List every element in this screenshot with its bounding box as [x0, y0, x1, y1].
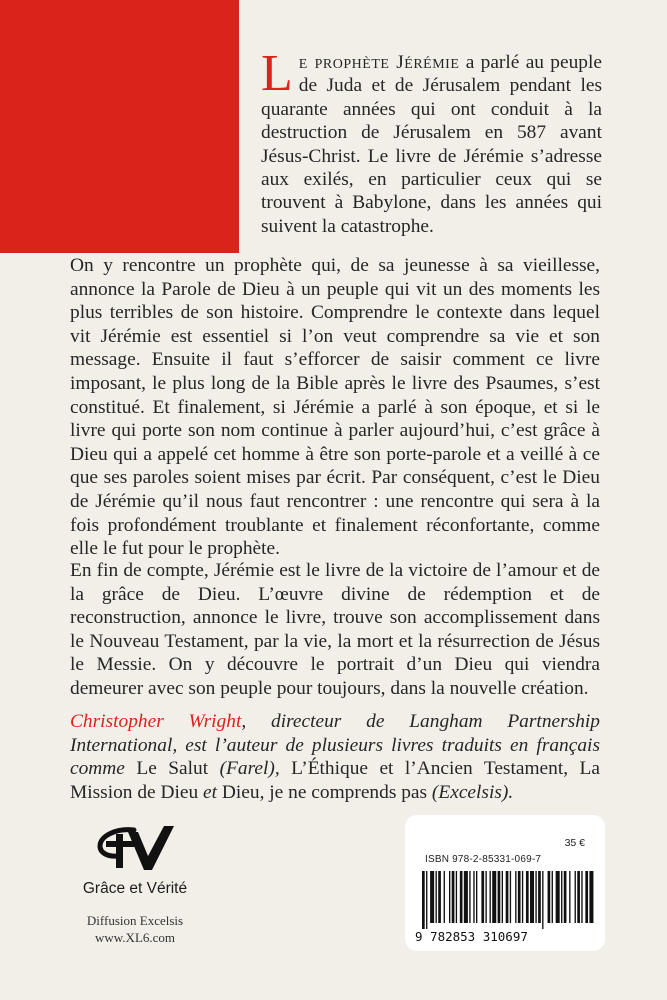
barcode-bar: [481, 871, 484, 923]
bio-text-4: et: [198, 781, 222, 803]
diffusion-text: Diffusion Excelsis: [86, 913, 184, 928]
drop-cap: L: [261, 45, 293, 102]
intro-paragraph: [261, 45, 602, 238]
barcode-bar: [460, 871, 463, 923]
book-title-3: La Mission de Dieu: [70, 758, 600, 803]
barcode-bar: [526, 871, 529, 923]
barcode-bar: [518, 871, 521, 923]
barcode-bar: [438, 871, 441, 923]
barcode-bar: [452, 871, 455, 923]
red-accent-block: [0, 0, 239, 253]
barcode-bar: [575, 871, 576, 923]
barcode-bar: [522, 871, 523, 923]
author-bio: [70, 710, 600, 804]
barcode-bar: [498, 871, 501, 923]
book-title-2: L’Éthique et l’Ancien Testament,: [291, 758, 569, 780]
barcode-bar: [464, 871, 468, 923]
bio-text-3: [568, 758, 579, 779]
barcode-icon: [418, 871, 594, 929]
book-title-1: Le Salut: [136, 758, 209, 780]
barcode-bar: [535, 871, 536, 923]
barcode-bar: [577, 871, 580, 923]
barcode-bar: [444, 871, 445, 923]
barcode-bar: [456, 871, 457, 923]
barcode-bar: [476, 871, 477, 923]
publisher-name: Grâce et Vérité: [82, 880, 188, 897]
barcode-bar: [564, 871, 567, 923]
barcode-bar: [552, 871, 553, 923]
barcode-bar: [515, 871, 516, 923]
barcode-bar: [449, 871, 450, 923]
barcode-bar: [510, 871, 511, 923]
barcode-bar: [426, 871, 427, 929]
barcode-bar: [569, 871, 570, 923]
barcode-bar: [506, 871, 509, 923]
barcode-bar: [490, 871, 491, 923]
price-label: 35 €: [564, 837, 585, 849]
barcode-bar: [422, 871, 425, 929]
barcode-bar: [430, 871, 434, 923]
barcode-bar: [530, 871, 534, 923]
publisher-block: [70, 822, 200, 946]
ean-number: 9 782853 310697: [415, 929, 528, 944]
grace-et-verite-logo-icon: [94, 822, 176, 874]
barcode-bar: [589, 871, 593, 923]
intro-text: a parlé au peuple de Juda et de Jérusalem pendant les quarante années qui ont conduit à la destruction de Jérusalem en 587 avant Jésus-Christ. Le livre de Jérémie s’adresse aux exilés, en particulier ceux qui se trouvent à Babylone, dans les années qui suivent la catastrophe.: [261, 52, 602, 237]
barcode-bar: [548, 871, 551, 923]
barcode-bar: [542, 871, 543, 929]
bio-text-1: , directeur de Langham Partnership International, est l’auteur de plusieurs livres traduits en français comme: [70, 711, 600, 780]
bio-text-5: (Excelsis).: [427, 781, 514, 803]
barcode-bar: [436, 871, 437, 923]
intro-smallcaps: e prophète Jérémie: [298, 52, 460, 73]
publisher-website: www.XL6.com: [94, 930, 176, 945]
barcode-bar: [556, 871, 560, 923]
author-name: Christopher Wright: [70, 711, 242, 732]
body-paragraph-2: En fin de compte, Jérémie est le livre de la victoire de l’amour et de la grâce de Dieu. L’œuvre divine de rédemption et de reconstruction, annonce le livre, trouve son accomplissement dans le Nouveau Testament, par la vie, la mort et la résurrection de Jésus le Messie. On y découvre le portrait d’un Dieu qui viendra demeurer avec son peuple pour toujours, dans la nouvelle création.: [70, 560, 600, 699]
body-paragraph-1: On y rencontre un prophète qui, de sa jeunesse à sa vieillesse, annonce la Parole de Dieu à un peuple qui vit un des moments les plus terribles de son histoire. Comprendre le contexte dans lequel vit Jérémie est essentiel si l’on veut comprendre sa vie et son message. Ensuite il faut s’efforcer de saisir comment ce livre imposant, le plus long de la Bible après le livre des Psaumes, s’est constitué. Et finalement, si Jérémie a parlé à son époque, et si le livre qui porte son nom continue à parler aujourd’hui, c’est grâce à Dieu qui a appelé cet homme à être son porte-parole et a veillé à ce que ses paroles soient mises par écrit. Par conséquent, c’est le Dieu de Jérémie qu’il nous faut rencontrer : une rencontre qui sera à la fois profondément troublante et finalement réconfortante, comme elle le fut pour le prophète.: [70, 255, 600, 560]
barcode-bar: [581, 871, 582, 923]
barcode-bar: [502, 871, 503, 923]
barcode-bar: [469, 871, 470, 923]
barcode-bar: [473, 871, 474, 923]
barcode-bar: [538, 871, 541, 923]
bio-text-2: (Farel),: [208, 758, 292, 780]
barcode-bar: [561, 871, 562, 923]
isbn-label: ISBN 978-2-85331-069-7: [425, 854, 542, 865]
barcode-bar: [492, 871, 496, 923]
book-title-4: Dieu, je ne comprends pas: [221, 781, 428, 803]
barcode-bar: [485, 871, 486, 923]
barcode-panel: [405, 815, 605, 951]
barcode-bar: [585, 871, 588, 923]
